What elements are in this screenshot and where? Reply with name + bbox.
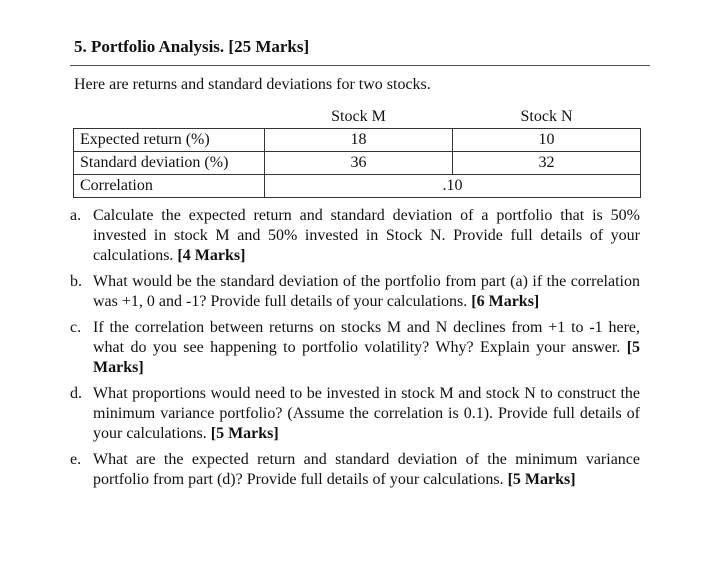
question-heading: 5. Portfolio Analysis. [25 Marks] bbox=[74, 37, 310, 56]
table-row bbox=[74, 152, 641, 175]
question-marks: [5 Marks] bbox=[210, 425, 279, 442]
table-header-row bbox=[74, 106, 641, 129]
heading-divider bbox=[70, 65, 650, 66]
question-marks: [5 Marks] bbox=[93, 339, 641, 376]
question-b bbox=[70, 272, 640, 312]
table-header-blank bbox=[74, 106, 265, 129]
row-label-standard-deviation: Standard deviation (%) bbox=[74, 152, 265, 175]
question-marks: [6 Marks] bbox=[471, 293, 540, 310]
expected-return-n: 10 bbox=[453, 129, 641, 152]
expected-return-m: 18 bbox=[265, 129, 453, 152]
question-marks: [5 Marks] bbox=[507, 471, 576, 488]
question-letter: d. bbox=[70, 385, 82, 402]
question-letter: b. bbox=[70, 273, 82, 290]
standard-deviation-n: 32 bbox=[453, 152, 641, 175]
question-letter: a. bbox=[70, 207, 82, 224]
question-text: If the correlation between returns on stocks M and N declines from +1 to -1 here, what do you see happening to portfolio volatility? Why? Explain your answer. bbox=[93, 319, 640, 356]
stocks-table bbox=[73, 106, 641, 198]
question-letter: e. bbox=[70, 451, 82, 468]
table-header-stock-n: Stock N bbox=[520, 108, 573, 125]
table-row bbox=[74, 129, 641, 152]
question-letter: c. bbox=[70, 319, 82, 336]
table-header-stock-m: Stock M bbox=[331, 108, 386, 125]
question-text: What would be the standard deviation of the portfolio from part (a) if the correlation was +1, 0 and -1? Provide full details of your calculations. bbox=[93, 273, 640, 310]
question-a bbox=[70, 206, 640, 266]
standard-deviation-m: 36 bbox=[265, 152, 453, 175]
intro-text: Here are returns and standard deviations for two stocks. bbox=[74, 76, 431, 93]
row-label-expected-return: Expected return (%) bbox=[74, 129, 265, 152]
question-c bbox=[70, 318, 640, 378]
row-label-correlation: Correlation bbox=[74, 175, 265, 198]
question-list bbox=[70, 206, 640, 496]
correlation-value: .10 bbox=[265, 175, 641, 198]
table-row bbox=[74, 175, 641, 198]
question-text: What are the expected return and standard deviation of the minimum variance portfolio from part (d)? Provide full details of your calculations. bbox=[93, 451, 640, 488]
question-e bbox=[70, 450, 640, 490]
question-text: Calculate the expected return and standard deviation of a portfolio that is 50% invested in stock M and 50% invested in Stock N. Provide full details of your calculations. bbox=[93, 207, 640, 264]
question-marks: [4 Marks] bbox=[177, 247, 246, 264]
question-d bbox=[70, 384, 640, 444]
question-text: What proportions would need to be invested in stock M and stock N to construct the minimum variance portfolio? (Assume the correlation is 0.1). Provide full details of your calculations. bbox=[93, 385, 640, 442]
